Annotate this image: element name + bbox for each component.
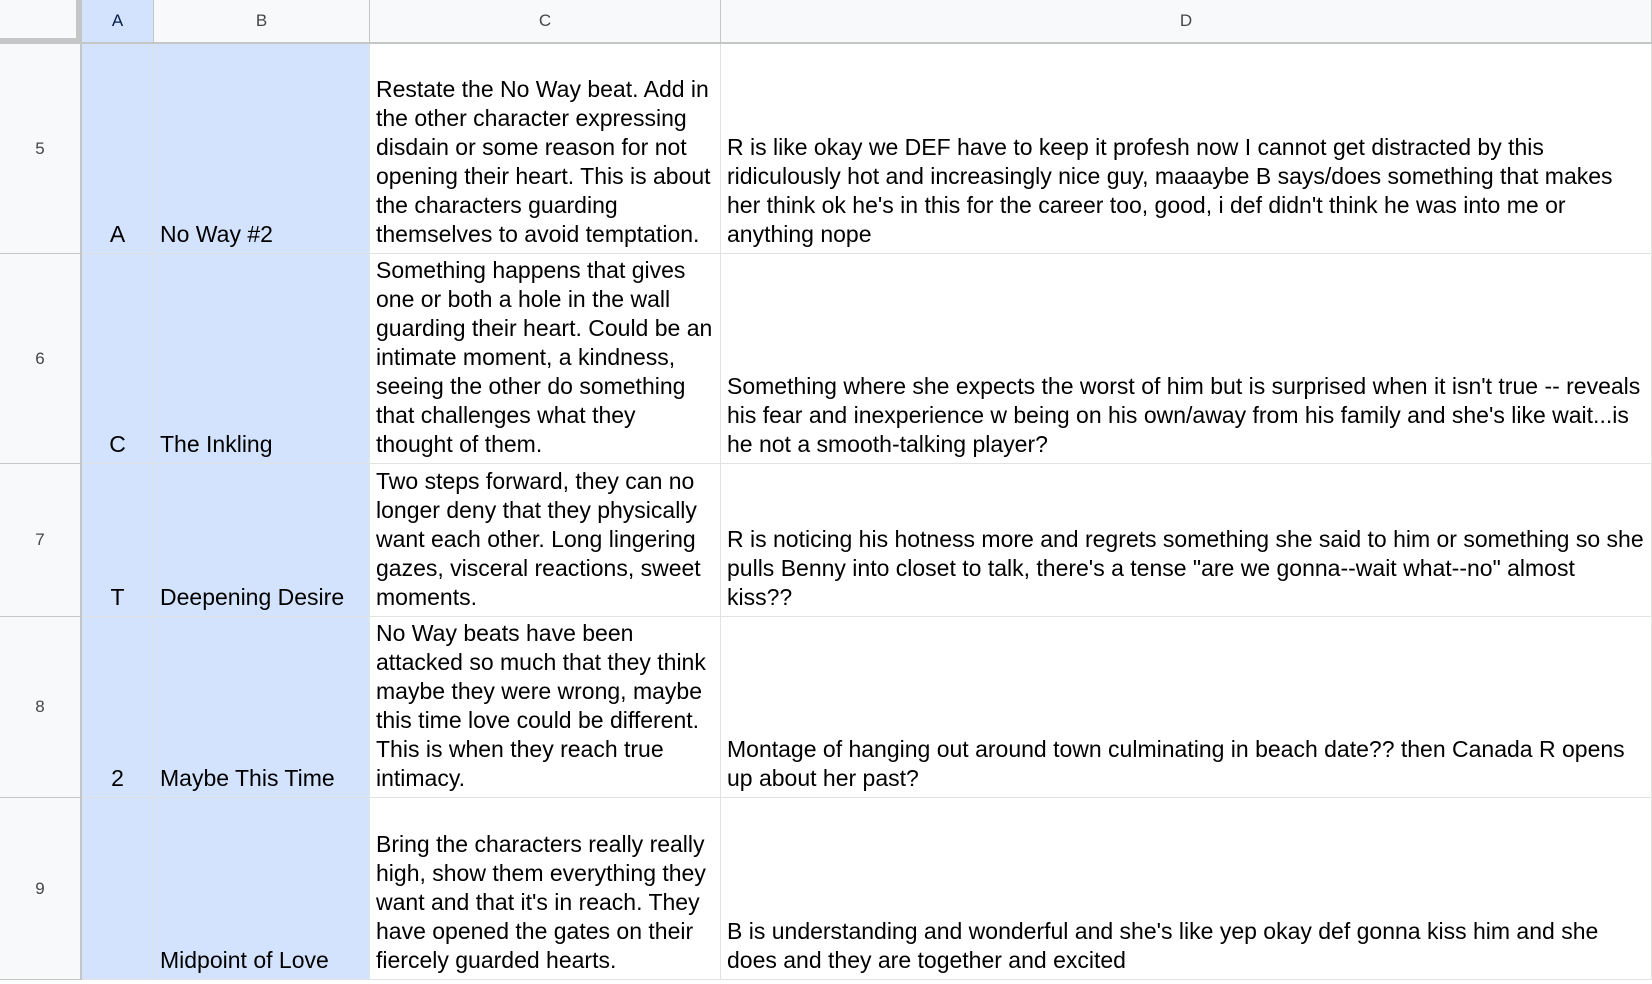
cell-text: Deepening Desire — [160, 584, 345, 610]
cell-d7[interactable] — [721, 464, 1652, 617]
cell-c6[interactable] — [370, 254, 721, 464]
column-header-d[interactable]: D — [721, 0, 1652, 44]
column-header-c[interactable]: C — [370, 0, 721, 44]
column-header-a[interactable]: A — [82, 0, 154, 44]
cell-text: A — [109, 221, 126, 247]
cell-text: 2 — [111, 765, 124, 791]
cell-text: Maybe This Time — [160, 765, 335, 791]
cell-text: Montage of hanging out around town culminating in beach date?? then Canada R opens up about her past? — [727, 736, 1632, 791]
row-header-8[interactable]: 8 — [0, 617, 82, 798]
select-all-corner[interactable] — [0, 0, 82, 44]
cell-text: Bring the characters really really high, show them everything they want and that it's in reach. They have opened the gates on their fiercely guarded hearts. — [376, 831, 713, 973]
cell-d9[interactable] — [721, 798, 1652, 980]
cell-c8[interactable] — [370, 617, 721, 798]
cell-text: R is like okay we DEF have to keep it profesh now I cannot get distracted by this ridiculously hot and increasingly nice guy, maaaybe B says/does something that makes her think ok he's in this for the career too, good, i def didn't think he was into me or anything nope — [727, 134, 1619, 247]
cell-c5[interactable] — [370, 44, 721, 254]
row-header-5[interactable]: 5 — [0, 44, 82, 254]
cell-d6[interactable] — [721, 254, 1652, 464]
cell-text: No Way #2 — [160, 221, 273, 247]
cell-a7[interactable] — [82, 464, 154, 617]
cell-text: Restate the No Way beat. Add in the other character expressing disdain or some reason for not opening their heart. This is about the characters guarding themselves to avoid temptation. — [376, 76, 717, 247]
cell-c7[interactable] — [370, 464, 721, 617]
cell-a6[interactable] — [82, 254, 154, 464]
cell-text: Midpoint of Love — [160, 947, 329, 973]
row-header-9[interactable]: 9 — [0, 798, 82, 980]
cell-text: R is noticing his hotness more and regrets something she said to him or something so she pulls Benny into closet to talk, there's a tense "are we gonna--wait what--no" almost kiss?? — [727, 526, 1651, 610]
cell-text: Two steps forward, they can no longer deny that they physically want each other. Long lingering gazes, visceral reactions, sweet moments. — [376, 468, 708, 610]
cell-text: Something happens that gives one or both a hole in the wall guarding their heart. Could be an intimate moment, a kindness, seeing the other do something that challenges what they thought of them. — [376, 257, 719, 457]
cell-d8[interactable] — [721, 617, 1652, 798]
cell-b8[interactable] — [154, 617, 370, 798]
cell-text: The Inkling — [160, 431, 273, 457]
cell-a5[interactable] — [82, 44, 154, 254]
cell-b5[interactable] — [154, 44, 370, 254]
cell-text: C — [109, 431, 126, 457]
cell-b6[interactable] — [154, 254, 370, 464]
cell-text: T — [110, 584, 125, 610]
cell-b7[interactable] — [154, 464, 370, 617]
cell-d5[interactable] — [721, 44, 1652, 254]
cell-text: Something where she expects the worst of him but is surprised when it isn't true -- reveals his fear and inexperience w being on his own/away from his family and she's like wait...is he not a smooth-talking player? — [727, 373, 1647, 457]
cell-text: No Way beats have been attacked so much that they think maybe they were wrong, maybe this time love could be different. This is when they reach true intimacy. — [376, 620, 713, 791]
column-header-b[interactable]: B — [154, 0, 370, 44]
cell-b9[interactable] — [154, 798, 370, 980]
row-header-6[interactable]: 6 — [0, 254, 82, 464]
cell-text: B is understanding and wonderful and she's like yep okay def gonna kiss him and she does and they are together and excited — [727, 918, 1605, 973]
row-header-7[interactable]: 7 — [0, 464, 82, 617]
cell-c9[interactable] — [370, 798, 721, 980]
cell-a9[interactable] — [82, 798, 154, 980]
cell-a8[interactable] — [82, 617, 154, 798]
